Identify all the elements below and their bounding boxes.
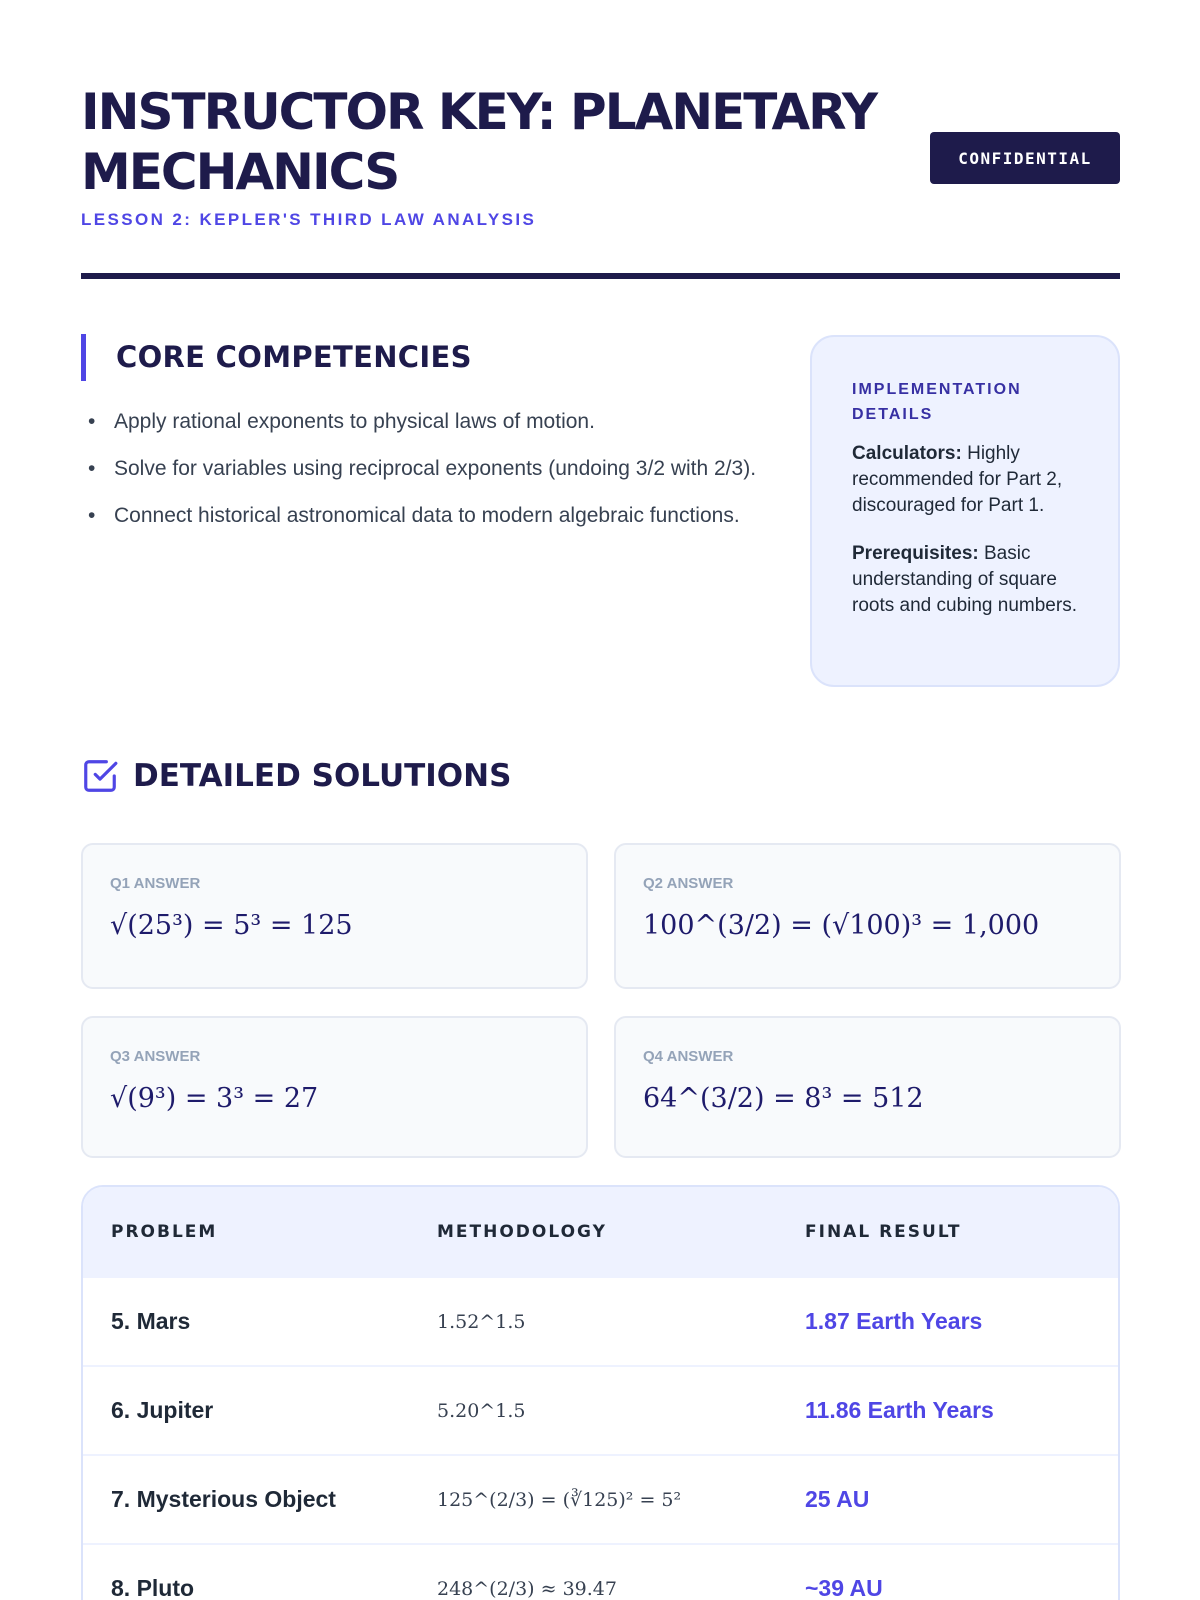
competency-list [81, 405, 761, 546]
implementation-heading: IMPLEMENTATION DETAILS [852, 381, 1022, 423]
result-cell: 11.86 Earth Years [805, 1397, 994, 1423]
answer-card-q4 [614, 1016, 1121, 1158]
column-header-result: FINAL RESULT [805, 1221, 962, 1242]
answer-card-q3 [81, 1016, 588, 1158]
competency-item: • Connect historical astronomical data to modern algebraic functions. [81, 499, 761, 532]
result-cell: ~39 AU [805, 1575, 883, 1600]
table-row [83, 1276, 1118, 1365]
result-cell: 25 AU [805, 1486, 870, 1512]
answer-label: Q1 ANSWER [110, 875, 201, 892]
results-table [81, 1185, 1120, 1600]
core-competencies-heading: CORE COMPETENCIES [81, 334, 472, 381]
problem-cell: 6. Jupiter [111, 1397, 214, 1423]
prerequisites-label: Prerequisites: [852, 543, 979, 564]
confidential-badge: CONFIDENTIAL [930, 132, 1120, 184]
table-row [83, 1365, 1118, 1454]
implementation-details-panel [810, 335, 1120, 687]
answer-math: 64^(3/2) = 8³ = 512 [643, 1083, 924, 1114]
solutions-heading-text: DETAILED SOLUTIONS [133, 758, 512, 794]
answer-label: Q2 ANSWER [643, 875, 734, 892]
problem-cell: 5. Mars [111, 1308, 191, 1334]
header-divider [81, 273, 1120, 279]
prerequisites-note [852, 541, 1078, 619]
answer-math: 100^(3/2) = (√100)³ = 1,000 [643, 910, 1040, 941]
table-row [83, 1543, 1118, 1600]
answer-card-q2 [614, 843, 1121, 989]
table-row [83, 1454, 1118, 1543]
calculators-label: Calculators: [852, 443, 962, 464]
detailed-solutions-heading [81, 757, 511, 795]
answer-math: √(25³) = 5³ = 125 [110, 910, 353, 941]
problem-cell: 7. Mysterious Object [111, 1486, 336, 1512]
answer-math: √(9³) = 3³ = 27 [110, 1083, 319, 1114]
methodology-cell: 1.52^1.5 [437, 1310, 526, 1333]
result-cell: 1.87 Earth Years [805, 1308, 983, 1334]
competency-item: • Apply rational exponents to physical laws of motion. [81, 405, 761, 438]
methodology-cell: 248^(2/3) ≈ 39.47 [437, 1577, 617, 1600]
answer-label: Q3 ANSWER [110, 1048, 201, 1065]
table-header [83, 1187, 1118, 1276]
competency-item: • Solve for variables using reciprocal exponents (undoing 3/2 with 2/3). [81, 452, 761, 485]
page-title: INSTRUCTOR KEY: PLANETARY MECHANICS [81, 83, 877, 201]
methodology-cell: 125^(2/3) = (∛125)² = 5² [437, 1488, 682, 1511]
problem-cell: 8. Pluto [111, 1575, 195, 1600]
column-header-methodology: METHODOLOGY [437, 1221, 607, 1242]
answer-label: Q4 ANSWER [643, 1048, 734, 1065]
column-header-problem: PROBLEM [111, 1221, 218, 1242]
prerequisites-text: Basic understanding of square roots and cubing numbers. [852, 543, 1077, 616]
lesson-subtitle: LESSON 2: KEPLER'S THIRD LAW ANALYSIS [81, 210, 537, 229]
checkbox-checked-icon [81, 757, 119, 795]
calculators-text: Highly recommended for Part 2, discouraged for Part 1. [852, 443, 1063, 516]
methodology-cell: 5.20^1.5 [437, 1399, 526, 1422]
calculators-note [852, 441, 1078, 519]
answer-card-q1 [81, 843, 588, 989]
